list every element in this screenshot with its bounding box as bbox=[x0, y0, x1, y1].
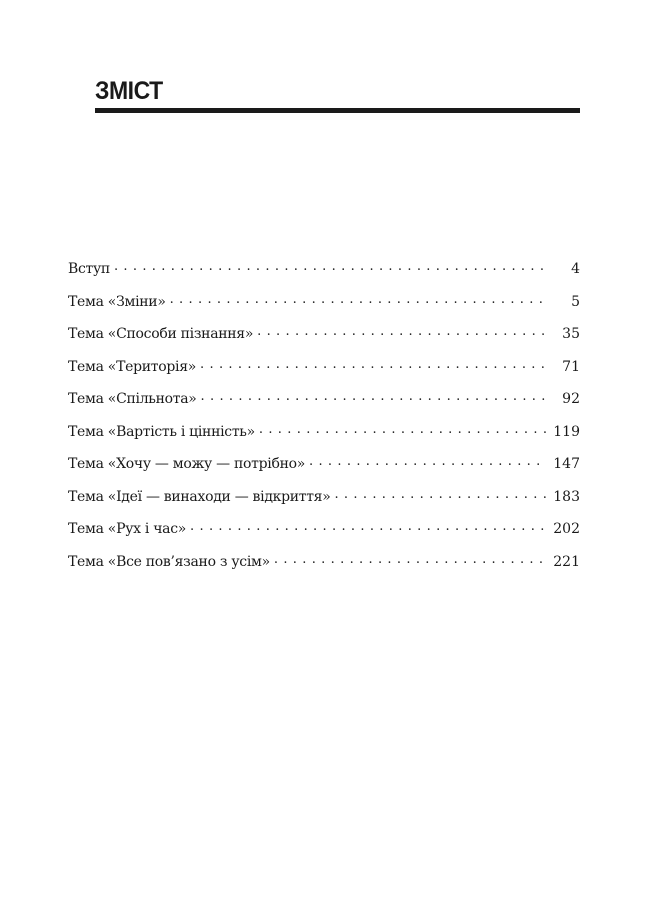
toc-entry-page: 35 bbox=[562, 326, 580, 342]
toc-entry[interactable] bbox=[68, 357, 580, 390]
toc-entry[interactable] bbox=[68, 552, 580, 585]
toc-entry[interactable] bbox=[68, 454, 580, 487]
dot-leader bbox=[114, 259, 546, 273]
toc-entry-title: Тема «Все пов’язано з усім» bbox=[68, 553, 270, 570]
toc-entry[interactable] bbox=[68, 324, 580, 357]
toc-entry[interactable] bbox=[68, 519, 580, 552]
contents-heading bbox=[95, 76, 580, 113]
toc-entry-title: Тема «Хочу — можу — потрібно» bbox=[68, 456, 305, 472]
dot-leader bbox=[257, 324, 546, 338]
dot-leader bbox=[334, 487, 546, 501]
toc-entry-title: Тема «Вартість і цінність» bbox=[68, 423, 255, 440]
toc-entry-page: 5 bbox=[571, 293, 580, 310]
toc-entry-title: Тема «Ідеї — винаходи — відкриття» bbox=[68, 488, 331, 505]
dot-leader bbox=[259, 422, 546, 436]
toc-entry-page: 119 bbox=[553, 423, 580, 440]
toc-entry-page: 4 bbox=[571, 261, 580, 277]
toc-entry-page: 147 bbox=[553, 456, 580, 472]
toc-entry-title: Тема «Спільнота» bbox=[68, 391, 197, 407]
dot-leader bbox=[274, 552, 546, 566]
toc-entry-title: Тема «Рух і час» bbox=[68, 521, 187, 537]
toc-entry-page: 202 bbox=[553, 521, 580, 537]
page-title: ЗМІСТ bbox=[95, 77, 163, 105]
toc-entry-title: Тема «Територія» bbox=[68, 358, 197, 375]
heading-underline bbox=[95, 108, 580, 113]
dot-leader bbox=[201, 389, 546, 403]
toc-entry[interactable] bbox=[68, 422, 580, 455]
toc-entry[interactable] bbox=[68, 292, 580, 325]
dot-leader bbox=[170, 292, 546, 306]
toc-entry-page: 183 bbox=[553, 488, 580, 505]
toc-entry-title: Вступ bbox=[68, 261, 110, 277]
toc-entry[interactable] bbox=[68, 389, 580, 422]
toc-entry-title: Тема «Способи пізнання» bbox=[68, 326, 254, 342]
dot-leader bbox=[200, 357, 546, 371]
toc-entry[interactable] bbox=[68, 487, 580, 520]
toc-entry-page: 71 bbox=[562, 358, 580, 375]
table-of-contents bbox=[68, 259, 580, 584]
dot-leader bbox=[309, 454, 546, 468]
dot-leader bbox=[190, 519, 546, 533]
toc-entry-title: Тема «Зміни» bbox=[68, 293, 166, 310]
toc-entry-page: 92 bbox=[562, 391, 580, 407]
toc-entry-page: 221 bbox=[553, 553, 580, 570]
toc-entry[interactable] bbox=[68, 259, 580, 292]
